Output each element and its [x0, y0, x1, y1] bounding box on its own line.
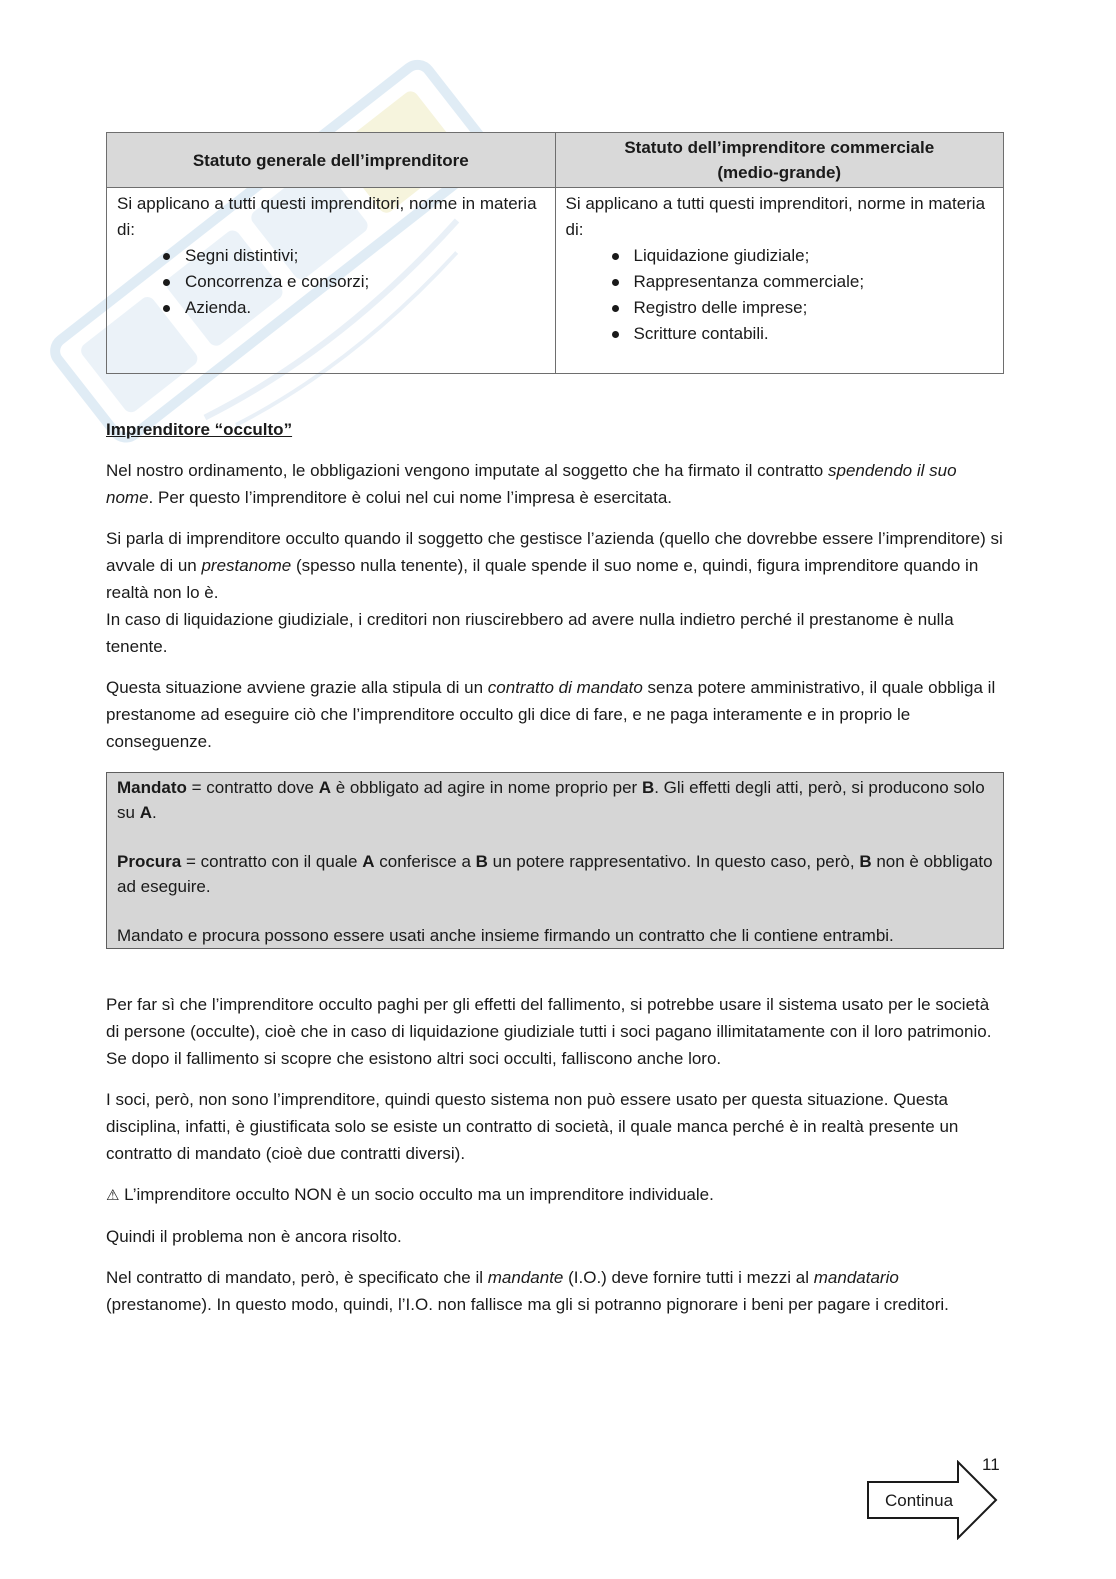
list-item: Azienda. [163, 295, 545, 321]
page-number: 11 [982, 1455, 1000, 1474]
definition-box [106, 772, 1004, 949]
paragraph: Si parla di imprenditore occulto quando il soggetto che gestisce l’azienda (quello che dovrebbe essere l’imprenditore) si avvale di un prestanome (spesso nulla tenente), il quale spende il suo nome e, quindi, figura imprenditore quando in realtà non lo è. [106, 529, 1003, 602]
paragraph: Nel nostro ordinamento, le obbligazioni vengono imputate al soggetto che ha firmato il contratto spendendo il suo nome. Per questo l’imprenditore è colui nel cui nome l’impresa è esercitata. [106, 461, 957, 507]
cell-intro: Si applicano a tutti questi imprenditori, norme in materia di: [117, 194, 537, 239]
list-item: Liquidazione giudiziale; [612, 243, 994, 269]
page-content [106, 132, 1004, 1318]
definition-note: Mandato e procura possono essere usati anche insieme firmando un contratto che li contiene entrambi. [117, 926, 894, 945]
definition-mandato: Mandato = contratto dove A è obbligato ad agire in nome proprio per B. Gli effetti degli atti, però, si producono solo su A. [117, 778, 985, 822]
table-row [107, 188, 1004, 374]
table-header-row [107, 133, 1004, 188]
bullet-list [566, 243, 994, 347]
statuto-comparison-table [106, 132, 1004, 374]
col-header-statuto-generale: Statuto generale dell’imprenditore [107, 133, 556, 188]
col-header-statuto-commerciale: Statuto dell’imprenditore commerciale (medio-grande) [555, 133, 1004, 188]
paragraph: Quindi il problema non è ancora risolto. [106, 1227, 402, 1246]
bullet-list [117, 243, 545, 321]
continue-button[interactable] [866, 1460, 1000, 1540]
section-title: Imprenditore “occulto” [106, 420, 293, 439]
list-item: Scritture contabili. [612, 321, 994, 347]
continue-label: Continua [885, 1491, 954, 1510]
paragraph: Per far sì che l’imprenditore occulto paghi per gli effetti del fallimento, si potrebbe usare il sistema usato per le società di persone (occulte), cioè che in caso di liquidazione giudiziale tutti i soci pagano illimitatamente con il loro patrimonio. [106, 995, 992, 1041]
list-item: Registro delle imprese; [612, 295, 994, 321]
list-item: Segni distintivi; [163, 243, 545, 269]
paragraph: Questa situazione avviene grazie alla stipula di un contratto di mandato senza potere amministrativo, il quale obbliga il prestanome ad eseguire ciò che l’imprenditore occulto gli dice di fare, e ne paga interamente e in proprio le conseguenze. [106, 678, 996, 751]
table-cell-statuto-generale [107, 188, 556, 374]
list-item: Rappresentanza commerciale; [612, 269, 994, 295]
paragraph: Se dopo il fallimento si scopre che esistono altri soci occulti, falliscono anche loro. [106, 1049, 722, 1068]
warning-icon: ⚠ [106, 1186, 120, 1204]
warning-paragraph: ⚠ L’imprenditore occulto NON è un socio occulto ma un imprenditore individuale. [106, 1185, 714, 1204]
table-cell-statuto-commerciale [555, 188, 1004, 374]
definition-procura: Procura = contratto con il quale A conferisce a B un potere rappresentativo. In questo caso, però, B non è obbligato ad eseguire. [117, 852, 993, 896]
paragraph: I soci, però, non sono l’imprenditore, quindi questo sistema non può essere usato per questa situazione. Questa disciplina, infatti, è giustificata solo se esiste un contratto di società, il quale manca perché è in realtà presente un contratto di mandato (cioè due contratti diversi). [106, 1090, 959, 1163]
cell-intro: Si applicano a tutti questi imprenditori, norme in materia di: [565, 194, 986, 239]
paragraph: Nel contratto di mandato, però, è specificato che il mandante (I.O.) deve fornire tutti i mezzi al mandatario (prestanome). In questo modo, quindi, l’I.O. non fallisce ma gli si potranno pignorare i beni per pagare i creditori. [106, 1268, 949, 1314]
list-item: Concorrenza e consorzi; [163, 269, 545, 295]
paragraph: In caso di liquidazione giudiziale, i creditori non riuscirebbero ad avere nulla indietro perché il prestanome è nulla tenente. [106, 610, 954, 656]
